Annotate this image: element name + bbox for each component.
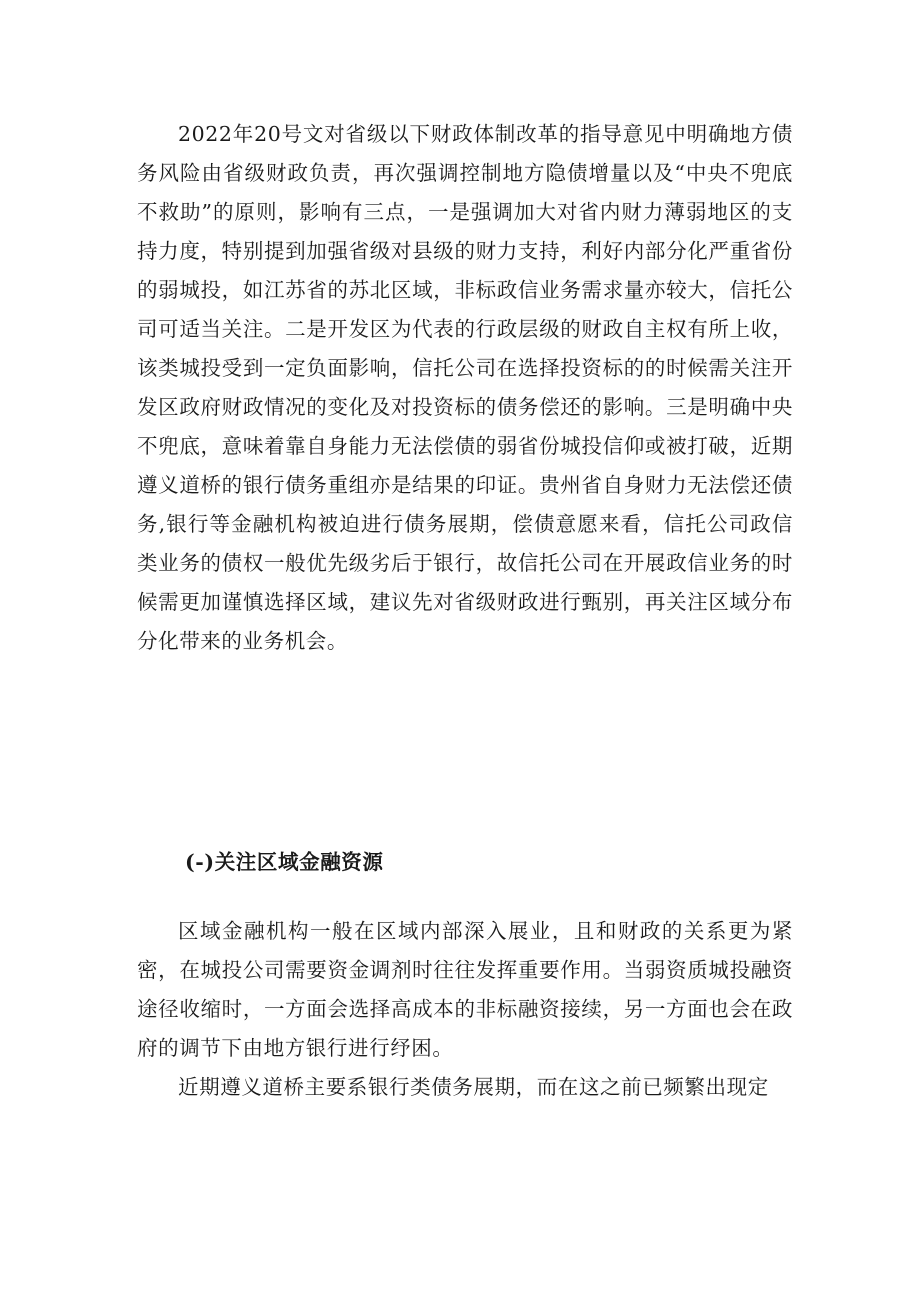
body-paragraph: 2022年20号文对省级以下财政体制改革的指导意见中明确地方债务风险由省级财政负责，再次强调控制地方隐债增量以及“中央不兜底不救助”的原则，影响有三点，一是强调加大对省内财力薄弱地区的支持力度，特别提到加强省级对县级的财力支持，利好内部分化严重省份的弱城投，如江苏省的苏北区域，非标政信业务需求量亦较大，信托公司可适当关注。二是开发区为代表的行政层级的财政自主权有所上收，该类城投受到一定负面影响，信托公司在选择投资标的的时候需关注开发区政府财政情况的变化及对投资标的债务偿还的影响。三是明确中央不兜底，意味着靠自身能力无法偿债的弱省份城投信仰或被打破，近期遵义道桥的银行债务重组亦是结果的印证。贵州省自身财力无法偿还债务,银行等金融机构被迫进行债务展期，偿债意愿来看，信托公司政信类业务的债权一般优先级劣后于银行，故信托公司在开展政信业务的时候需更加谨慎选择区域，建议先对省级财政进行甄别，再关注区域分布分化带来的业务机会。 <box>137 122 793 653</box>
body-paragraph: 近期遵义道桥主要系银行类债务展期，而在这之前已频繁出现定 <box>178 1075 769 1099</box>
section-heading: (-)关注区域金融资源 <box>185 850 384 874</box>
body-paragraph: 区域金融机构一般在区域内部深入展业，且和财政的关系更为紧密，在城投公司需要资金调剂时往往发挥重要作用。当弱资质城投融资途径收缩时，一方面会选择高成本的非标融资接续，另一方面也会在政府的调节下由地方银行进行纾困。 <box>137 919 793 1060</box>
